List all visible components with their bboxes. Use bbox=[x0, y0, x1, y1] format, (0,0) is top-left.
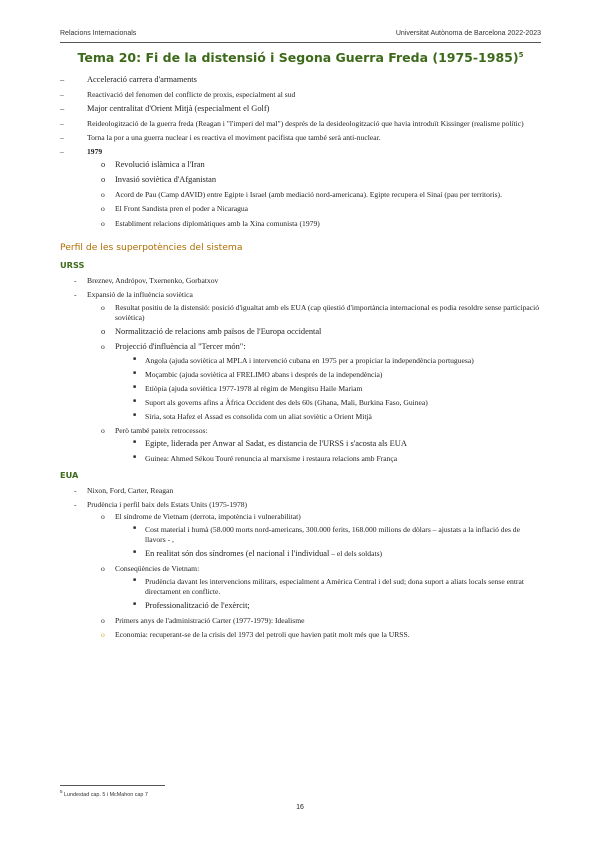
square-bullet: ■ bbox=[133, 526, 137, 532]
list-item-text: Major centralitat d'Orient Mitjà (especialment el Golf) bbox=[87, 104, 270, 114]
eua-heading: EUA bbox=[60, 469, 79, 480]
list-item bbox=[115, 356, 541, 366]
list-item bbox=[60, 104, 541, 115]
list-item bbox=[115, 384, 541, 394]
list-item-text: Suport als governs afins a Àfrica Occident des dels 60s (Ghana, Mali, Burkina Faso, Guinea) bbox=[145, 397, 428, 407]
list-item bbox=[115, 412, 541, 422]
footnote-text: Lundestad cap. 5 i McMahon cap 7 bbox=[64, 791, 148, 798]
title-footnote-ref: 5 bbox=[518, 50, 524, 59]
list-item-text: Però també pateix retrocessos: bbox=[115, 426, 208, 436]
circle-bullet: o bbox=[101, 160, 106, 170]
circle-bullet: o bbox=[101, 341, 105, 351]
list-item bbox=[115, 454, 541, 464]
dash-bullet: – bbox=[60, 133, 64, 143]
list-item-text: Resultat positiu de la distensió: posició d'igualtat amb els EUA (cap qüestió d'importància internacional es podia resoldre sense participació soviètica) bbox=[115, 302, 540, 322]
list-item bbox=[115, 439, 541, 450]
list-item bbox=[60, 133, 541, 143]
list-item bbox=[87, 204, 541, 214]
list-item-text: El síndrome de Vietnam (derrota, impotència i vulnerabilitat) bbox=[115, 512, 301, 522]
list-item bbox=[115, 525, 541, 545]
eua-sublist bbox=[87, 512, 541, 640]
list-item-text-rest: – el dels soldats) bbox=[329, 549, 383, 559]
circle-bullet: o bbox=[101, 175, 106, 185]
dash-bullet: – bbox=[60, 119, 64, 129]
list-item-text: Reideologització de la guerra freda (Reagan i "l'imperi del mal") després de la desideologització que havia introduït Kissinger (realisme polític) bbox=[87, 119, 524, 129]
dash-bullet: – bbox=[60, 147, 64, 157]
list-item-text: Síria, sota Hafez el Assad es consolida com un aliat soviètic a Orient Mitjà bbox=[145, 412, 372, 422]
circle-bullet: o bbox=[101, 218, 105, 228]
list-item bbox=[87, 219, 541, 229]
year-events-list bbox=[87, 160, 541, 228]
square-bullet: ■ bbox=[133, 370, 137, 376]
list-item bbox=[60, 500, 541, 641]
square-bullet: ■ bbox=[133, 550, 137, 556]
footnote-divider bbox=[60, 785, 165, 786]
square-bullet: ■ bbox=[133, 356, 137, 362]
list-item-text: Projecció d'influència al "Tercer món": bbox=[115, 341, 246, 351]
hyphen-bullet: - bbox=[74, 276, 77, 285]
list-item bbox=[87, 175, 541, 186]
list-item bbox=[60, 119, 541, 129]
list-item-text: Revolució islàmica a l'Iran bbox=[115, 160, 205, 170]
square-bullet: ■ bbox=[133, 578, 137, 584]
third-world-list bbox=[115, 356, 541, 422]
list-item-text: Angola (ajuda soviètica al MPLA i intervenció cubana en 1975 per a propiciar la independència portuguesa) bbox=[145, 355, 474, 365]
circle-bullet: o bbox=[101, 512, 105, 522]
list-item bbox=[60, 486, 541, 496]
circle-bullet: o bbox=[101, 302, 105, 312]
list-item bbox=[60, 290, 541, 464]
list-item bbox=[87, 616, 541, 626]
dash-bullet: – bbox=[60, 75, 65, 84]
list-item-text: Invasió soviètica d'Afganistan bbox=[115, 175, 217, 185]
list-item-text: Egipte, liderada per Anwar al Sadat, es distancia de l'URSS i s'acosta als EUA bbox=[145, 438, 407, 448]
square-bullet: ■ bbox=[133, 439, 137, 445]
list-item-text: El Front Sandista pren el poder a Nicaragua bbox=[115, 204, 249, 214]
list-item-year bbox=[60, 147, 541, 228]
list-item-text: Acceleració carrera d'armaments bbox=[87, 75, 197, 84]
list-item bbox=[115, 398, 541, 408]
list-item-text: Expansió de la influència soviètica bbox=[87, 290, 193, 300]
circle-bullet: o bbox=[101, 426, 105, 436]
year-label: 1979 bbox=[87, 147, 103, 157]
circle-bullet: o bbox=[101, 564, 105, 574]
dash-bullet: – bbox=[60, 90, 64, 100]
list-item bbox=[60, 276, 541, 286]
list-item-text: Prudència i perfil baix dels Estats Units (1975-1978) bbox=[87, 499, 248, 509]
square-bullet: ■ bbox=[133, 398, 137, 404]
list-item-text: En realitat són dos síndromes (el nacional i l'individual bbox=[145, 549, 330, 559]
eua-list bbox=[60, 486, 541, 641]
list-item-text: Nixon, Ford, Carter, Reagan bbox=[87, 485, 174, 495]
list-item bbox=[87, 190, 541, 200]
page-number: 16 bbox=[296, 804, 304, 811]
list-item bbox=[87, 327, 541, 338]
list-item bbox=[60, 90, 541, 100]
intro-list bbox=[60, 75, 541, 228]
header-divider bbox=[60, 42, 541, 43]
footnote bbox=[60, 789, 148, 798]
circle-bullet: o bbox=[101, 616, 105, 626]
list-item-text: Moçambic (ajuda soviètica al FRELIMO abans i després de la independència) bbox=[145, 369, 383, 379]
footnote-number: 5 bbox=[60, 789, 63, 794]
urss-sublist bbox=[87, 303, 541, 464]
list-item-text: Economia: recuperant-se de la crisis del 1973 del petroli que havien patit molt més que la URSS. bbox=[115, 630, 410, 640]
setbacks-list bbox=[115, 439, 541, 464]
list-item bbox=[87, 426, 541, 464]
list-item-text: Prudència davant les intervencions militars, especialment a Amèrica Central i del sud; dona suport a aliats locals sense entrat directament en conflicte. bbox=[145, 577, 524, 597]
list-item-text: Etiòpia (ajuda soviètica 1977-1978 al règim de Mengitsu Haile Mariam bbox=[145, 383, 363, 393]
vietnam-list bbox=[115, 525, 541, 560]
page-header bbox=[60, 26, 541, 41]
list-item-text: Normalització de relacions amb països de l'Europa occidental bbox=[115, 326, 322, 336]
consequences-list bbox=[115, 577, 541, 612]
page-title bbox=[60, 50, 541, 65]
urss-list bbox=[60, 276, 541, 464]
list-item-text: Establiment relacions diplomàtiques amb la Xina comunista (1979) bbox=[115, 218, 320, 228]
document-body bbox=[60, 75, 541, 644]
header-course: Relacions Internacionals bbox=[60, 30, 137, 37]
dash-bullet: – bbox=[60, 104, 65, 114]
circle-bullet: o bbox=[101, 326, 106, 336]
urss-heading: URSS bbox=[60, 260, 85, 271]
list-item-text: Torna la por a una guerra nuclear i es reactiva el moviment pacifista que també serà anti-nuclear. bbox=[87, 133, 381, 143]
circle-bullet: o bbox=[101, 204, 105, 214]
list-item bbox=[115, 601, 541, 612]
hyphen-bullet: - bbox=[74, 499, 77, 509]
list-item-text: Cost material i humà (58.000 morts nord-americans, 300.000 ferits, 168.000 milions de dòlars – ajustats a la inflació des de llavors - , bbox=[145, 525, 520, 545]
list-item bbox=[115, 370, 541, 380]
list-item bbox=[87, 160, 541, 171]
list-item-text: Guinea: Ahmed Sékou Touré renuncia al marxisme i restaura relacions amb França bbox=[145, 454, 398, 464]
list-item bbox=[87, 630, 541, 640]
list-item-text: Breznev, Andrópov, Txernenko, Gorbatxov bbox=[87, 276, 219, 285]
square-bullet: ■ bbox=[133, 413, 137, 419]
list-item-text: Conseqüències de Vietnam: bbox=[115, 564, 200, 574]
square-bullet: ■ bbox=[133, 455, 137, 461]
list-item bbox=[60, 75, 541, 86]
circle-bullet: o bbox=[101, 190, 105, 200]
list-item bbox=[87, 564, 541, 612]
list-item-text: Acord de Pau (Camp dAVID) entre Egipte i Israel (amb mediació nord-americana). Egipte recupera el Sinaí (pau per territoris). bbox=[115, 190, 502, 200]
list-item bbox=[115, 549, 541, 560]
hyphen-bullet: - bbox=[74, 485, 77, 495]
header-university: Universitat Autònoma de Barcelona 2022-2023 bbox=[395, 30, 541, 37]
list-item-text: Professionalització de l'exèrcit; bbox=[145, 601, 250, 611]
list-item bbox=[87, 512, 541, 560]
square-bullet: ■ bbox=[133, 384, 137, 390]
square-bullet: ■ bbox=[133, 602, 137, 608]
list-item bbox=[115, 577, 541, 597]
hyphen-bullet: - bbox=[74, 290, 77, 300]
list-item-text: Primers anys de l'administració Carter (1977-1979): Idealisme bbox=[115, 616, 305, 626]
circle-bullet: o bbox=[101, 630, 105, 640]
list-item bbox=[87, 303, 541, 323]
list-item-text: Reactivació del fenomen del conflicte de proxis, especialment al sud bbox=[87, 90, 296, 100]
section-heading: Perfil de les superpotències del sistema bbox=[60, 242, 243, 254]
title-text: Tema 20: Fi de la distensió i Segona Guerra Freda (1975-1985) bbox=[77, 50, 519, 65]
list-item bbox=[87, 342, 541, 422]
